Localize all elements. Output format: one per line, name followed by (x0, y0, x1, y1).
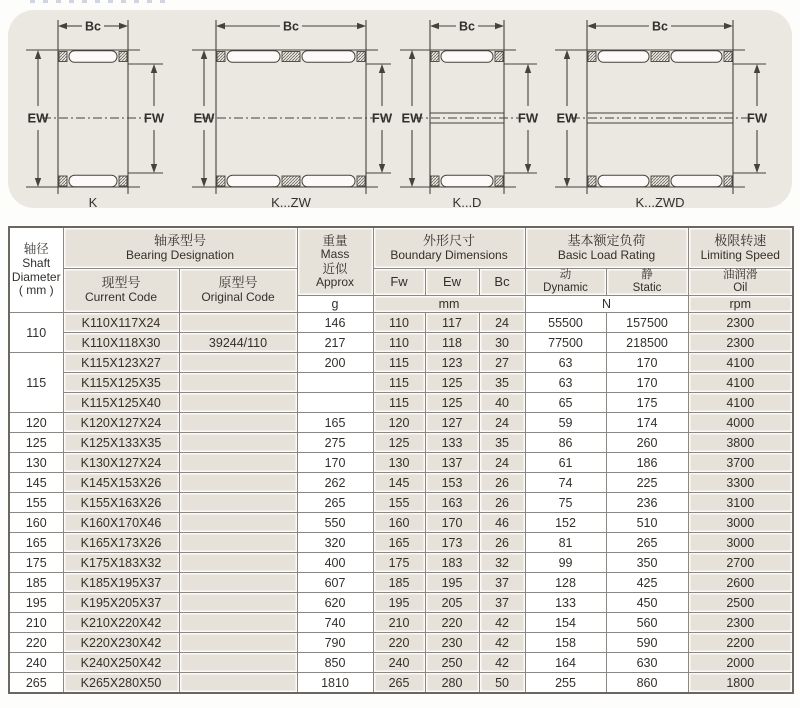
table-row (9, 353, 793, 373)
dynamic-load-cell: 158 (525, 633, 606, 653)
original-code-cell (179, 393, 297, 413)
bc-cell: 35 (479, 373, 525, 393)
oil-speed-cell: 2600 (688, 573, 793, 593)
bc-cell: 26 (479, 493, 525, 513)
dynamic-load-cell: 74 (525, 473, 606, 493)
col-header-original-code: 原型号 Original Code (179, 269, 297, 313)
mass-cell: 1810 (297, 673, 373, 694)
mass-cell: 850 (297, 653, 373, 673)
diagram-slot-k (8, 10, 190, 210)
current-code-cell: K115X125X35 (63, 373, 179, 393)
table-row (9, 313, 793, 333)
shaft-diameter-cell: 195 (9, 593, 63, 613)
table-row (9, 333, 793, 353)
static-load-cell: 510 (606, 513, 688, 533)
unit-n: N (525, 296, 688, 313)
header-row-sub (9, 269, 793, 296)
original-code-cell (179, 593, 297, 613)
oil-speed-cell: 3000 (688, 533, 793, 553)
mass-cell (297, 373, 373, 393)
bc-cell: 42 (479, 613, 525, 633)
bc-cell: 37 (479, 573, 525, 593)
dynamic-load-cell: 65 (525, 393, 606, 413)
static-load-cell: 170 (606, 353, 688, 373)
col-header-basic-load-rating: 基本额定负荷 Basic Load Rating (525, 227, 688, 269)
bearing-diagram-kd (400, 10, 545, 210)
bc-cell: 42 (479, 653, 525, 673)
static-load-cell: 170 (606, 373, 688, 393)
bc-cell: 50 (479, 673, 525, 694)
static-load-cell: 186 (606, 453, 688, 473)
current-code-cell: K115X123X27 (63, 353, 179, 373)
dynamic-load-cell: 86 (525, 433, 606, 453)
diagram-slot-k-d (400, 10, 545, 210)
mass-cell: 550 (297, 513, 373, 533)
original-code-cell (179, 613, 297, 633)
diagram-slot-k-zwd (545, 10, 792, 210)
original-code-cell (179, 633, 297, 653)
table-row (9, 533, 793, 553)
shaft-diameter-cell: 110 (9, 313, 63, 353)
original-code-cell (179, 373, 297, 393)
bc-cell: 30 (479, 333, 525, 353)
dynamic-load-cell: 75 (525, 493, 606, 513)
shaft-diameter-cell: 265 (9, 673, 63, 694)
bc-cell: 27 (479, 353, 525, 373)
table-row (9, 573, 793, 593)
fw-cell: 110 (373, 333, 425, 353)
fw-cell: 195 (373, 593, 425, 613)
static-load-cell: 350 (606, 553, 688, 573)
static-load-cell: 175 (606, 393, 688, 413)
current-code-cell: K185X195X37 (63, 573, 179, 593)
mass-cell: 400 (297, 553, 373, 573)
series-name-label: K...ZWD (635, 195, 685, 210)
dynamic-load-cell: 133 (525, 593, 606, 613)
dim-label-fw: FW (371, 110, 393, 126)
bc-cell: 24 (479, 453, 525, 473)
table-row (9, 373, 793, 393)
current-code-cell: K110X117X24 (63, 313, 179, 333)
oil-speed-cell: 3800 (688, 433, 793, 453)
mass-cell: 607 (297, 573, 373, 593)
series-name-label: K...D (452, 195, 482, 210)
mass-cell: 165 (297, 413, 373, 433)
original-code-cell (179, 433, 297, 453)
static-load-cell: 225 (606, 473, 688, 493)
series-name-label: K...ZW (271, 195, 311, 210)
original-code-cell (179, 453, 297, 473)
ew-cell: 220 (425, 613, 479, 633)
oil-speed-cell: 2700 (688, 553, 793, 573)
shaft-diameter-cell: 240 (9, 653, 63, 673)
oil-speed-cell: 2300 (688, 313, 793, 333)
bc-cell: 24 (479, 413, 525, 433)
ew-cell: 195 (425, 573, 479, 593)
mass-cell: 170 (297, 453, 373, 473)
bearing-spec-table (8, 226, 794, 694)
bc-cell: 37 (479, 593, 525, 613)
mass-cell: 320 (297, 533, 373, 553)
dynamic-load-cell: 164 (525, 653, 606, 673)
table-row (9, 513, 793, 533)
table-row (9, 473, 793, 493)
original-code-cell (179, 573, 297, 593)
oil-speed-cell: 3700 (688, 453, 793, 473)
mass-cell: 146 (297, 313, 373, 333)
fw-cell: 240 (373, 653, 425, 673)
current-code-cell: K115X125X40 (63, 393, 179, 413)
bc-cell: 42 (479, 633, 525, 653)
static-load-cell: 236 (606, 493, 688, 513)
static-load-cell: 157500 (606, 313, 688, 333)
fw-cell: 210 (373, 613, 425, 633)
shaft-diameter-cell: 210 (9, 613, 63, 633)
current-code-cell: K125X133X35 (63, 433, 179, 453)
table-row (9, 453, 793, 473)
static-load-cell: 218500 (606, 333, 688, 353)
original-code-cell (179, 413, 297, 433)
shaft-diameter-cell: 185 (9, 573, 63, 593)
ew-cell: 163 (425, 493, 479, 513)
bc-cell: 26 (479, 473, 525, 493)
shaft-diameter-cell: 130 (9, 453, 63, 473)
dim-label-bc: Bc (459, 19, 475, 34)
static-load-cell: 860 (606, 673, 688, 694)
table-row (9, 653, 793, 673)
mass-cell: 275 (297, 433, 373, 453)
fw-cell: 115 (373, 393, 425, 413)
col-header-static: 静 Static (606, 269, 688, 296)
ew-cell: 118 (425, 333, 479, 353)
mass-cell: 740 (297, 613, 373, 633)
oil-speed-cell: 4100 (688, 353, 793, 373)
ew-cell: 183 (425, 553, 479, 573)
original-code-cell (179, 473, 297, 493)
oil-speed-cell: 2000 (688, 653, 793, 673)
oil-speed-cell: 3300 (688, 473, 793, 493)
original-code-cell (179, 533, 297, 553)
col-header-bc: Bc (479, 269, 525, 296)
dynamic-load-cell: 59 (525, 413, 606, 433)
table-row (9, 433, 793, 453)
fw-cell: 120 (373, 413, 425, 433)
ew-cell: 125 (425, 373, 479, 393)
cropped-print-artifact (30, 0, 170, 3)
dim-label-ew: EW (556, 110, 578, 126)
dynamic-load-cell: 255 (525, 673, 606, 694)
table-row (9, 593, 793, 613)
static-load-cell: 630 (606, 653, 688, 673)
col-header-bearing-designation: 轴承型号 Bearing Designation (63, 227, 297, 269)
ew-cell: 205 (425, 593, 479, 613)
dynamic-load-cell: 81 (525, 533, 606, 553)
table-row (9, 553, 793, 573)
dynamic-load-cell: 61 (525, 453, 606, 473)
current-code-cell: K240X250X42 (63, 653, 179, 673)
dim-label-fw: FW (143, 110, 165, 126)
ew-cell: 230 (425, 633, 479, 653)
shaft-diameter-cell: 115 (9, 353, 63, 413)
current-code-cell: K120X127X24 (63, 413, 179, 433)
dynamic-load-cell: 99 (525, 553, 606, 573)
ew-cell: 125 (425, 393, 479, 413)
mass-cell: 620 (297, 593, 373, 613)
oil-speed-cell: 4100 (688, 373, 793, 393)
dim-label-bc: Bc (283, 19, 299, 34)
ew-cell: 123 (425, 353, 479, 373)
original-code-cell (179, 653, 297, 673)
oil-speed-cell: 1800 (688, 673, 793, 694)
current-code-cell: K160X170X46 (63, 513, 179, 533)
table-row (9, 613, 793, 633)
dim-label-fw: FW (517, 110, 539, 126)
col-header-shaft-diameter: 轴径 Shaft Diameter ( mm ) (9, 227, 63, 313)
bc-cell: 26 (479, 533, 525, 553)
fw-cell: 265 (373, 673, 425, 694)
static-load-cell: 174 (606, 413, 688, 433)
oil-speed-cell: 2300 (688, 333, 793, 353)
series-name-label: K (88, 195, 98, 210)
mass-cell: 217 (297, 333, 373, 353)
table-row (9, 413, 793, 433)
shaft-diameter-cell: 160 (9, 513, 63, 533)
shaft-diameter-cell: 155 (9, 493, 63, 513)
mass-cell: 265 (297, 493, 373, 513)
fw-cell: 175 (373, 553, 425, 573)
current-code-cell: K265X280X50 (63, 673, 179, 694)
static-load-cell: 425 (606, 573, 688, 593)
fw-cell: 160 (373, 513, 425, 533)
fw-cell: 125 (373, 433, 425, 453)
oil-speed-cell: 4100 (688, 393, 793, 413)
ew-cell: 127 (425, 413, 479, 433)
dim-label-ew: EW (27, 110, 49, 126)
fw-cell: 110 (373, 313, 425, 333)
mass-cell: 790 (297, 633, 373, 653)
current-code-cell: K220X230X42 (63, 633, 179, 653)
diagram-slot-k-zw (190, 10, 400, 210)
col-header-current-code: 现型号 Current Code (63, 269, 179, 313)
bc-cell: 32 (479, 553, 525, 573)
fw-cell: 155 (373, 493, 425, 513)
static-load-cell: 260 (606, 433, 688, 453)
mass-cell (297, 393, 373, 413)
ew-cell: 170 (425, 513, 479, 533)
unit-g: g (297, 296, 373, 313)
unit-rpm: rpm (688, 296, 793, 313)
shaft-diameter-cell: 120 (9, 413, 63, 433)
fw-cell: 220 (373, 633, 425, 653)
original-code-cell (179, 493, 297, 513)
mass-cell: 262 (297, 473, 373, 493)
oil-speed-cell: 2300 (688, 613, 793, 633)
bc-cell: 46 (479, 513, 525, 533)
dynamic-load-cell: 128 (525, 573, 606, 593)
shaft-diameter-cell: 125 (9, 433, 63, 453)
current-code-cell: K130X127X24 (63, 453, 179, 473)
ew-cell: 280 (425, 673, 479, 694)
fw-cell: 145 (373, 473, 425, 493)
table-row (9, 493, 793, 513)
dim-label-ew: EW (193, 110, 215, 126)
shaft-diameter-cell: 145 (9, 473, 63, 493)
current-code-cell: K110X118X30 (63, 333, 179, 353)
table-row (9, 633, 793, 653)
mass-cell: 200 (297, 353, 373, 373)
bearing-diagram-kzwd (545, 10, 792, 210)
static-load-cell: 450 (606, 593, 688, 613)
col-header-dynamic: 动 Dynamic (525, 269, 606, 296)
oil-speed-cell: 2500 (688, 593, 793, 613)
spec-table-body (9, 313, 793, 694)
original-code-cell (179, 313, 297, 333)
col-header-oil: 油润滑 Oil (688, 269, 793, 296)
original-code-cell: 39244/110 (179, 333, 297, 353)
oil-speed-cell: 3100 (688, 493, 793, 513)
static-load-cell: 590 (606, 633, 688, 653)
dynamic-load-cell: 152 (525, 513, 606, 533)
dynamic-load-cell: 63 (525, 353, 606, 373)
bc-cell: 40 (479, 393, 525, 413)
fw-cell: 115 (373, 353, 425, 373)
ew-cell: 173 (425, 533, 479, 553)
current-code-cell: K195X205X37 (63, 593, 179, 613)
dynamic-load-cell: 77500 (525, 333, 606, 353)
oil-speed-cell: 3000 (688, 513, 793, 533)
ew-cell: 133 (425, 433, 479, 453)
bearing-diagram-k (8, 10, 190, 210)
original-code-cell (179, 353, 297, 373)
original-code-cell (179, 553, 297, 573)
ew-cell: 250 (425, 653, 479, 673)
dim-label-bc: Bc (85, 19, 101, 34)
unit-mm: mm (373, 296, 525, 313)
dim-label-ew: EW (401, 110, 423, 126)
table-row (9, 673, 793, 694)
original-code-cell (179, 513, 297, 533)
ew-cell: 117 (425, 313, 479, 333)
shaft-diameter-cell: 175 (9, 553, 63, 573)
static-load-cell: 265 (606, 533, 688, 553)
dim-label-fw: FW (746, 110, 768, 126)
bearing-diagram-kzw (190, 10, 400, 210)
dynamic-load-cell: 55500 (525, 313, 606, 333)
fw-cell: 130 (373, 453, 425, 473)
oil-speed-cell: 4000 (688, 413, 793, 433)
current-code-cell: K165X173X26 (63, 533, 179, 553)
col-header-ew: Ew (425, 269, 479, 296)
header-row-groups (9, 227, 793, 269)
shaft-diameter-cell: 165 (9, 533, 63, 553)
col-header-fw: Fw (373, 269, 425, 296)
dim-label-bc: Bc (652, 19, 668, 34)
table-row (9, 393, 793, 413)
fw-cell: 165 (373, 533, 425, 553)
bearing-diagrams-panel (8, 10, 792, 208)
ew-cell: 137 (425, 453, 479, 473)
ew-cell: 153 (425, 473, 479, 493)
fw-cell: 185 (373, 573, 425, 593)
bc-cell: 35 (479, 433, 525, 453)
fw-cell: 115 (373, 373, 425, 393)
current-code-cell: K210X220X42 (63, 613, 179, 633)
col-header-mass: 重量 Mass 近似 Approx (297, 227, 373, 296)
shaft-diameter-cell: 220 (9, 633, 63, 653)
current-code-cell: K175X183X32 (63, 553, 179, 573)
current-code-cell: K145X153X26 (63, 473, 179, 493)
oil-speed-cell: 2200 (688, 633, 793, 653)
current-code-cell: K155X163X26 (63, 493, 179, 513)
static-load-cell: 560 (606, 613, 688, 633)
original-code-cell (179, 673, 297, 694)
dynamic-load-cell: 154 (525, 613, 606, 633)
dynamic-load-cell: 63 (525, 373, 606, 393)
col-header-limiting-speed: 极限转速 Limiting Speed (688, 227, 793, 269)
bc-cell: 24 (479, 313, 525, 333)
col-header-boundary-dimensions: 外形尺寸 Boundary Dimensions (373, 227, 525, 269)
